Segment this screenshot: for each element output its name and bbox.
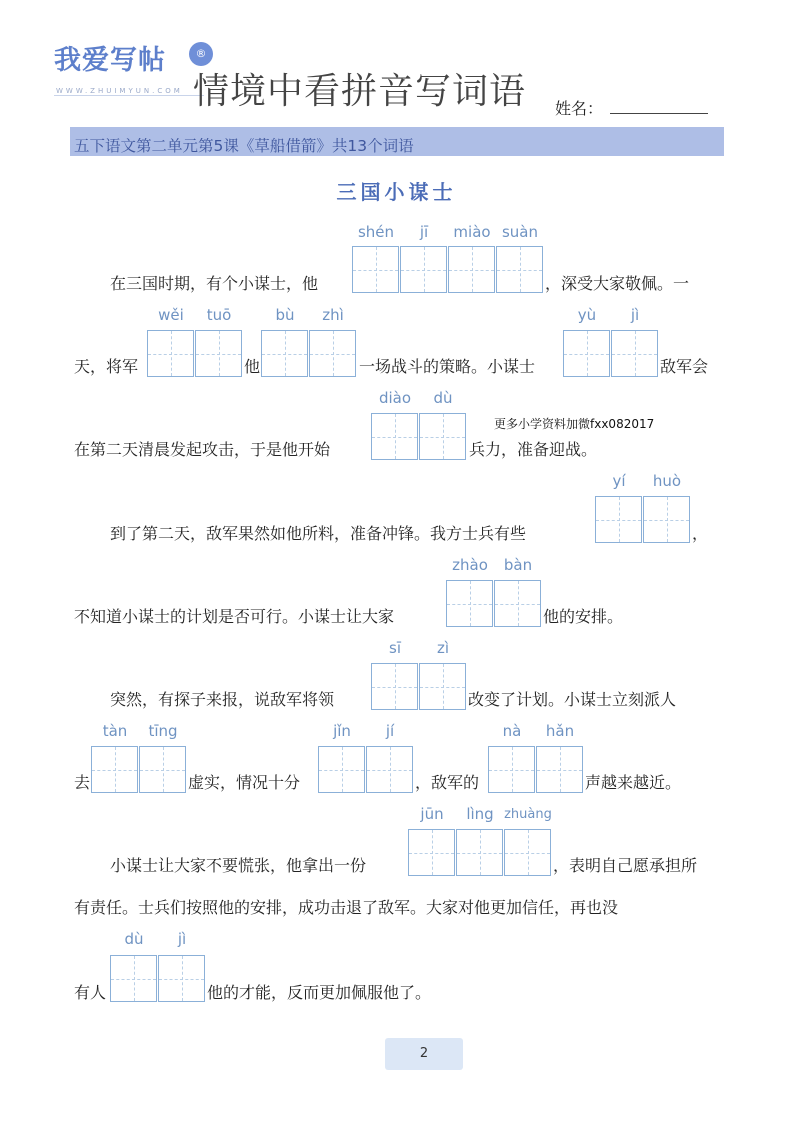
writing-box[interactable] [448, 246, 495, 293]
pinyin: jì [630, 306, 640, 324]
writing-box[interactable] [643, 496, 690, 543]
story-line-4b: ， [692, 524, 709, 543]
writing-box[interactable] [371, 413, 418, 460]
brand-url: WWW.ZHUIMYUN.COM [56, 87, 183, 95]
page-number: 2 [385, 1038, 463, 1070]
writing-box[interactable] [446, 580, 493, 627]
pinyin: bàn [503, 556, 533, 574]
writing-box[interactable] [147, 330, 194, 377]
story-line-7b: 虚实，情况十分 [188, 773, 301, 792]
story-line-1a: 在三国时期，有个小谋士，他 [110, 274, 319, 293]
pinyin: sī [389, 639, 401, 657]
writing-box[interactable] [536, 746, 583, 793]
brand-logo: 我爱写帖 [54, 45, 166, 76]
writing-box[interactable] [504, 829, 551, 876]
pinyin: jūn [420, 805, 444, 823]
writing-box[interactable] [158, 955, 205, 1002]
story-line-8a: 小谋士让大家不要慌张，他拿出一份 [110, 856, 367, 875]
story-line-3a: 在第二天清晨发起攻击，于是他开始 [74, 440, 331, 459]
story-line-2b: 他 [244, 357, 261, 376]
pinyin: jí [385, 722, 395, 740]
writing-box[interactable] [371, 663, 418, 710]
story-line-9: 有责任。士兵们按照他的安排，成功击退了敌军。大家对他更加信任，再也没 [74, 898, 619, 917]
pinyin: dù [124, 930, 144, 948]
pinyin: suàn [501, 223, 539, 241]
writing-box[interactable] [309, 330, 356, 377]
pinyin: shén [357, 223, 395, 241]
story-line-6b: 改变了计划。小谋士立刻派人 [468, 690, 677, 709]
story-line-8b: ，表明自己愿承担所 [553, 856, 698, 875]
pinyin: tuō [206, 306, 232, 324]
writing-box[interactable] [419, 413, 466, 460]
contact-note: 更多小学资料加微fxx082017 [494, 417, 655, 431]
story-line-7d: 声越来越近。 [585, 773, 682, 792]
story-line-2a: 天，将军 [74, 357, 139, 376]
writing-box[interactable] [110, 955, 157, 1002]
writing-box[interactable] [195, 330, 242, 377]
pinyin: hǎn [545, 722, 575, 740]
story-line-1b: ，深受大家敬佩。一 [545, 274, 690, 293]
pinyin: tīng [148, 722, 178, 740]
story-line-10a: 有人 [74, 983, 107, 1002]
story-line-2d: 敌军会 [660, 357, 709, 376]
pinyin: zhào [452, 556, 488, 574]
logo-divider [54, 95, 204, 96]
writing-box[interactable] [611, 330, 658, 377]
story-line-10b: 他的才能，反而更加佩服他了。 [207, 983, 432, 1002]
pinyin: lìng [466, 805, 494, 823]
writing-box[interactable] [352, 246, 399, 293]
pinyin: wěi [158, 306, 184, 324]
writing-box[interactable] [563, 330, 610, 377]
pinyin: zhuàng [504, 807, 552, 822]
pinyin: jì [177, 930, 187, 948]
story-line-4a: 到了第二天，敌军果然如他所料，准备冲锋。我方士兵有些 [110, 524, 527, 543]
pinyin: bù [275, 306, 295, 324]
pinyin: yù [577, 306, 597, 324]
pinyin: miào [453, 223, 491, 241]
writing-box[interactable] [456, 829, 503, 876]
pinyin: nà [502, 722, 522, 740]
story-line-6a: 突然，有探子来报，说敌军将领 [110, 690, 335, 709]
story-line-7a: 去 [74, 773, 91, 792]
writing-box[interactable] [419, 663, 466, 710]
lesson-banner-text: 五下语文第二单元第5课《草船借箭》共13个词语 [74, 137, 414, 155]
pinyin: jī [419, 223, 429, 241]
pinyin: tàn [102, 722, 128, 740]
writing-box[interactable] [408, 829, 455, 876]
writing-box[interactable] [91, 746, 138, 793]
pinyin: jǐn [333, 722, 351, 740]
writing-box[interactable] [400, 246, 447, 293]
story-line-3b: 兵力，准备迎战。 [469, 440, 598, 459]
registered-icon: ® [189, 42, 213, 66]
story-line-5b: 他的安排。 [543, 607, 624, 626]
name-label: 姓名： [555, 99, 604, 118]
pinyin: zhì [322, 306, 344, 324]
story-line-2c: 一场战斗的策略。小谋士 [359, 357, 536, 376]
story-line-5a: 不知道小谋士的计划是否可行。小谋士让大家 [74, 607, 395, 626]
pinyin: huò [652, 472, 682, 490]
writing-box[interactable] [366, 746, 413, 793]
writing-box[interactable] [139, 746, 186, 793]
writing-box[interactable] [261, 330, 308, 377]
pinyin: diào [378, 389, 412, 407]
writing-box[interactable] [488, 746, 535, 793]
pinyin: zì [436, 639, 450, 657]
writing-box[interactable] [318, 746, 365, 793]
writing-box[interactable] [494, 580, 541, 627]
writing-box[interactable] [595, 496, 642, 543]
story-line-7c: ，敌军的 [415, 773, 480, 792]
pinyin: dù [433, 389, 453, 407]
writing-box[interactable] [496, 246, 543, 293]
worksheet-title: 情境中看拼音写词语 [193, 71, 527, 112]
name-blank-line [610, 113, 708, 114]
story-title: 三国小谋士 [336, 180, 457, 204]
pinyin: yí [612, 472, 626, 490]
